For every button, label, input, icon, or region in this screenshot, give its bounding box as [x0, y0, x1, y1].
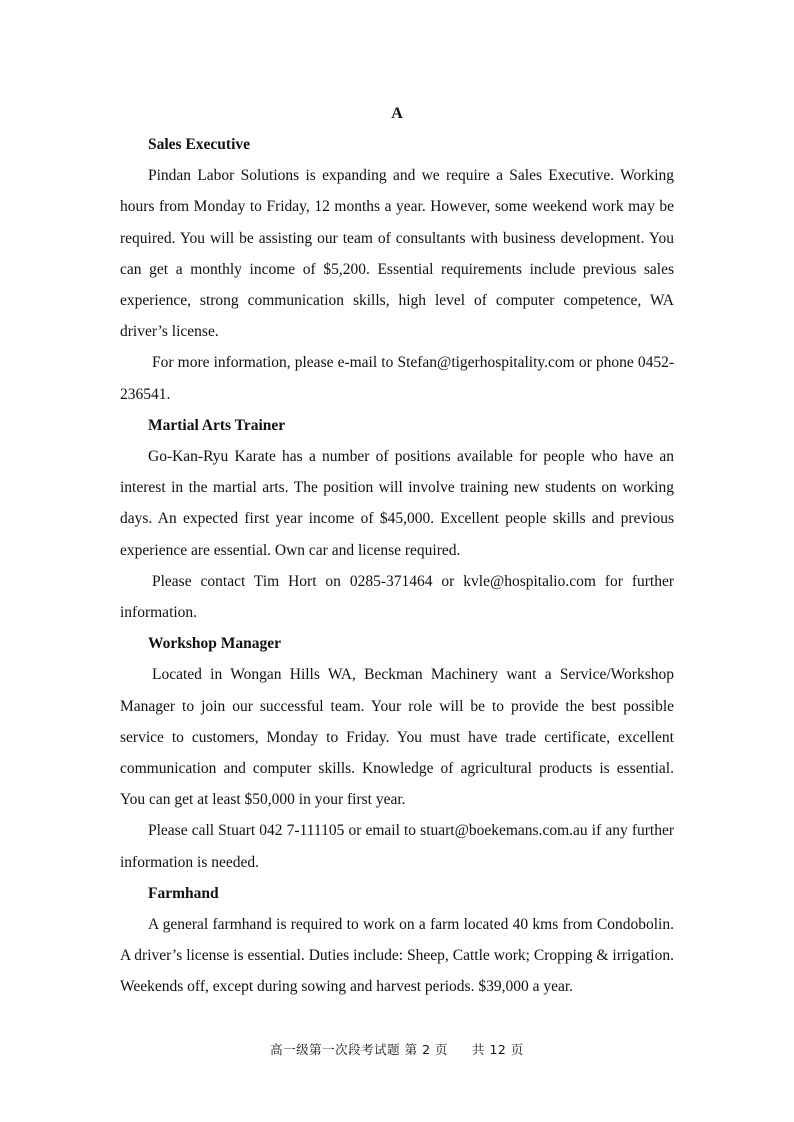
document-page: [120, 98, 674, 1003]
footer-page-number: 高一级第一次段考试题 第 2 页: [270, 1042, 448, 1057]
job-description: Pindan Labor Solutions is expanding and we require a Sales Executive. Working hours from Monday to Friday, 12 months a year. However, some weekend work may be required. You will be assisting our team of consultants with business development. You can get a monthly income of $5,200. Essential requirements include previous sales experience, strong communication skills, high level of computer competence, WA driver’s license.: [120, 167, 674, 341]
page-footer: [0, 1040, 794, 1058]
job-listing-sales-executive: [120, 129, 674, 410]
job-description: Located in Wongan Hills WA, Beckman Machinery want a Service/Workshop Manager to join our successful team. Your role will be to provide the best possible service to customers, Monday to Friday. You must have trade certificate, excellent communication and computer skills. Knowledge of agricultural products is essential. You can get at least $50,000 in your first year.: [120, 666, 674, 809]
job-contact: For more information, please e-mail to Stefan@tigerhospitality.com or phone 0452-236541.: [120, 354, 674, 403]
job-contact: Please contact Tim Hort on 0285-371464 or kvle@hospitalio.com for further information.: [120, 572, 674, 622]
job-description: A general farmhand is required to work on a farm located 40 kms from Condobolin. A driver’s license is essential. Duties include: Sheep, Cattle work; Cropping & irrigation. Weekends off, except during sowing and harvest periods. $39,000 a year.: [120, 916, 674, 996]
section-letter: A: [391, 105, 403, 122]
job-listing-farmhand: [120, 878, 674, 1003]
job-title: Martial Arts Trainer: [148, 416, 286, 434]
footer-total-pages: 共 12 页: [472, 1042, 524, 1057]
job-title: Sales Executive: [148, 136, 251, 153]
job-title: Workshop Manager: [148, 635, 282, 653]
job-listing-martial-arts-trainer: [120, 410, 674, 628]
job-description: Go-Kan-Ryu Karate has a number of positions available for people who have an interest in the martial arts. The position will involve training new students on working days. An expected first year income of $45,000. Excellent people skills and previous experience are essential. Own car and license required.: [120, 448, 674, 559]
job-contact: Please call Stuart 042 7-111105 or email to stuart@boekemans.com.au if any further information is needed.: [120, 822, 674, 871]
job-listing-workshop-manager: [120, 628, 674, 878]
job-title: Farmhand: [148, 884, 219, 902]
